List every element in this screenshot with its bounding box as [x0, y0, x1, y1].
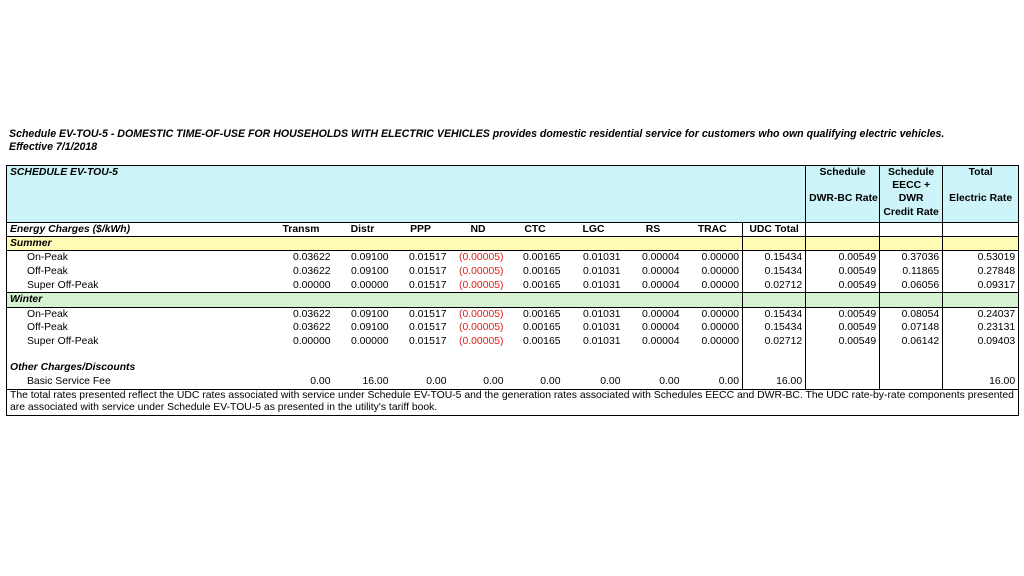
basic-fee-distr: 16.00	[362, 376, 389, 388]
other-eecc	[880, 361, 943, 375]
summer-ctc: 0.00165	[522, 279, 561, 291]
winter-transm: 0.03622	[292, 322, 331, 334]
eecc-header-line-1: Schedule	[888, 167, 935, 178]
col-blank-total	[943, 223, 1019, 237]
winter-nd: (0.00005)	[459, 322, 504, 334]
summer-dwr: 0.00549	[806, 265, 880, 279]
winter-trac: 0.00000	[701, 336, 739, 348]
summer-band-total	[943, 237, 1019, 251]
winter-band-dwr	[806, 293, 880, 307]
winter-dwr: 0.00549	[806, 321, 880, 335]
summer-ctc: 0.00165	[522, 265, 561, 277]
winter-band-eecc	[880, 293, 943, 307]
summer-udc-total: 0.02712	[743, 279, 806, 293]
basic-fee-ctc: 0.00	[540, 376, 561, 388]
summer-label: Summer	[7, 237, 743, 251]
eecc-header-line-4: Credit Rate	[883, 206, 939, 218]
summer-transm: 0.03622	[224, 251, 334, 265]
winter-trac: 0.00000	[701, 322, 739, 334]
footnote: The total rates presented reflect the UDC rates associated with service under Schedule EV-TOU-5 and the generation rates associated with Schedules EECC and DWR-BC. The UDC rate-by-rate components presented are associated with service under Schedule EV-TOU-5 as presented in the utility's tariff book.	[7, 389, 1019, 416]
document-heading	[9, 128, 1014, 154]
summer-transm: 0.03622	[292, 265, 331, 277]
spacer-cell	[7, 349, 743, 361]
col-transm: Transm	[224, 223, 334, 237]
winter-total: 0.24037	[943, 307, 1019, 321]
summer-band-dwr	[806, 237, 880, 251]
summer-lgc: 0.01031	[582, 279, 621, 291]
other-charges-group	[7, 349, 1019, 416]
winter-transm: 0.03622	[224, 307, 334, 321]
col-blank-dwr	[806, 223, 880, 237]
summer-rs: 0.00004	[641, 265, 680, 277]
spacer-eecc	[880, 349, 943, 361]
summer-lgc: 0.01031	[564, 251, 624, 265]
winter-distr: 0.09100	[350, 322, 389, 334]
summer-distr: 0.09100	[350, 265, 389, 277]
winter-band-group	[7, 293, 1019, 307]
winter-band-udc	[743, 293, 806, 307]
other-dwr	[806, 361, 880, 375]
schedule-header-row	[7, 166, 1019, 223]
winter-nd: (0.00005)	[450, 307, 507, 321]
summer-ppp: 0.01517	[408, 265, 447, 277]
winter-transm: 0.00000	[292, 336, 331, 348]
summer-period-label: Super Off-Peak	[7, 279, 224, 293]
summer-ppp: 0.01517	[392, 251, 450, 265]
winter-period-label: Super Off-Peak	[7, 335, 224, 349]
winter-row	[7, 321, 1019, 335]
dwr-bc-header-line-2: DWR-BC Rate	[809, 193, 878, 205]
winter-lgc: 0.01031	[582, 336, 621, 348]
col-trac: TRAC	[683, 223, 743, 237]
col-rs: RS	[624, 223, 683, 237]
other-charges-label: Other Charges/Discounts	[7, 361, 743, 375]
summer-dwr: 0.00549	[806, 251, 880, 265]
winter-dwr: 0.00549	[806, 307, 880, 321]
summer-distr: 0.09100	[334, 251, 392, 265]
summer-row	[7, 251, 1019, 265]
eecc-header	[880, 166, 943, 223]
winter-band	[7, 293, 1019, 307]
winter-band-total	[943, 293, 1019, 307]
winter-lgc: 0.01031	[564, 307, 624, 321]
summer-total: 0.53019	[943, 251, 1019, 265]
other-total	[943, 361, 1019, 375]
summer-band	[7, 237, 1019, 251]
winter-dwr: 0.00549	[806, 335, 880, 349]
winter-udc-total: 0.15434	[743, 307, 806, 321]
summer-dwr: 0.00549	[806, 279, 880, 293]
winter-rs: 0.00004	[624, 307, 683, 321]
summer-period-label: Off-Peak	[7, 265, 224, 279]
winter-ctc: 0.00165	[522, 336, 561, 348]
basic-fee-ppp: 0.00	[426, 376, 447, 388]
summer-total: 0.09317	[943, 279, 1019, 293]
spacer-udc	[743, 349, 806, 361]
summer-nd: (0.00005)	[450, 251, 507, 265]
basic-service-fee-row	[7, 375, 1019, 389]
summer-period-label: On-Peak	[7, 251, 224, 265]
col-ppp: PPP	[392, 223, 450, 237]
basic-fee-dwr	[806, 375, 880, 389]
winter-distr: 0.09100	[334, 307, 392, 321]
summer-row	[7, 265, 1019, 279]
winter-row	[7, 335, 1019, 349]
winter-lgc: 0.01031	[582, 322, 621, 334]
summer-ctc: 0.00165	[507, 251, 564, 265]
winter-ppp: 0.01517	[408, 322, 447, 334]
dwr-bc-header	[806, 166, 880, 223]
winter-udc-total: 0.02712	[743, 335, 806, 349]
summer-ppp: 0.01517	[408, 279, 447, 291]
winter-ppp: 0.01517	[408, 336, 447, 348]
basic-fee-udc-total: 16.00	[743, 375, 806, 389]
summer-eecc: 0.11865	[880, 265, 943, 279]
winter-eecc: 0.06142	[880, 335, 943, 349]
spacer-total	[943, 349, 1019, 361]
basic-fee-nd: 0.00	[483, 376, 504, 388]
dwr-bc-header-line-1: Schedule	[819, 167, 866, 178]
summer-rows	[7, 251, 1019, 293]
summer-nd: (0.00005)	[459, 265, 504, 277]
winter-total: 0.23131	[943, 321, 1019, 335]
spacer-row	[7, 349, 1019, 361]
winter-ctc: 0.00165	[522, 322, 561, 334]
summer-nd: (0.00005)	[459, 279, 504, 291]
winter-rows	[7, 307, 1019, 349]
basic-fee-trac: 0.00	[718, 376, 739, 388]
summer-transm: 0.00000	[292, 279, 331, 291]
summer-trac: 0.00000	[701, 279, 739, 291]
summer-lgc: 0.01031	[582, 265, 621, 277]
summer-eecc: 0.06056	[880, 279, 943, 293]
summer-rs: 0.00004	[624, 251, 683, 265]
summer-band-eecc	[880, 237, 943, 251]
basic-fee-rs: 0.00	[659, 376, 680, 388]
summer-trac: 0.00000	[683, 251, 743, 265]
heading-effective-date: Effective 7/1/2018	[9, 141, 98, 153]
col-lgc: LGC	[564, 223, 624, 237]
spacer-dwr	[806, 349, 880, 361]
winter-row	[7, 307, 1019, 321]
winter-period-label: On-Peak	[7, 307, 224, 321]
rate-table-body	[7, 166, 1019, 251]
eecc-header-line-2: EECC +	[892, 180, 931, 192]
basic-fee-transm: 0.00	[310, 376, 331, 388]
energy-charges-label: Energy Charges ($/kWh)	[7, 223, 224, 237]
summer-band-udc	[743, 237, 806, 251]
summer-eecc: 0.37036	[880, 251, 943, 265]
summer-udc-total: 0.15434	[743, 251, 806, 265]
col-udc-total: UDC Total	[743, 223, 806, 237]
winter-label: Winter	[7, 293, 743, 307]
summer-udc-total: 0.15434	[743, 265, 806, 279]
schedule-label: SCHEDULE EV-TOU-5	[7, 166, 806, 223]
col-distr: Distr	[334, 223, 392, 237]
winter-rs: 0.00004	[641, 322, 680, 334]
footnote-row	[7, 389, 1019, 416]
winter-distr: 0.00000	[350, 336, 389, 348]
basic-fee-total: 16.00	[943, 375, 1019, 389]
winter-rs: 0.00004	[641, 336, 680, 348]
basic-fee-eecc	[880, 375, 943, 389]
eecc-header-line-3: DWR	[898, 193, 924, 205]
col-nd: ND	[450, 223, 507, 237]
winter-nd: (0.00005)	[459, 336, 504, 348]
rate-table	[6, 165, 1019, 416]
winter-udc-total: 0.15434	[743, 321, 806, 335]
summer-total: 0.27848	[943, 265, 1019, 279]
total-header-line-1: Total	[968, 167, 993, 178]
other-charges-header-row	[7, 361, 1019, 375]
column-header-row	[7, 223, 1019, 237]
col-blank-eecc	[880, 223, 943, 237]
winter-eecc: 0.08054	[880, 307, 943, 321]
winter-ppp: 0.01517	[392, 307, 450, 321]
basic-fee-lgc: 0.00	[600, 376, 621, 388]
col-ctc: CTC	[507, 223, 564, 237]
summer-row	[7, 279, 1019, 293]
basic-fee-label: Basic Service Fee	[7, 375, 224, 389]
summer-distr: 0.00000	[350, 279, 389, 291]
winter-eecc: 0.07148	[880, 321, 943, 335]
winter-total: 0.09403	[943, 335, 1019, 349]
other-udc	[743, 361, 806, 375]
total-header-line-2: Electric Rate	[949, 193, 1013, 205]
total-header	[943, 166, 1019, 223]
winter-period-label: Off-Peak	[7, 321, 224, 335]
winter-trac: 0.00000	[683, 307, 743, 321]
winter-ctc: 0.00165	[507, 307, 564, 321]
summer-rs: 0.00004	[641, 279, 680, 291]
heading-title: Schedule EV-TOU-5 - DOMESTIC TIME-OF-USE FOR HOUSEHOLDS WITH ELECTRIC VEHICLES provides domestic residential service for customers who own qualifying electric vehicles.	[9, 128, 945, 140]
summer-trac: 0.00000	[701, 265, 739, 277]
